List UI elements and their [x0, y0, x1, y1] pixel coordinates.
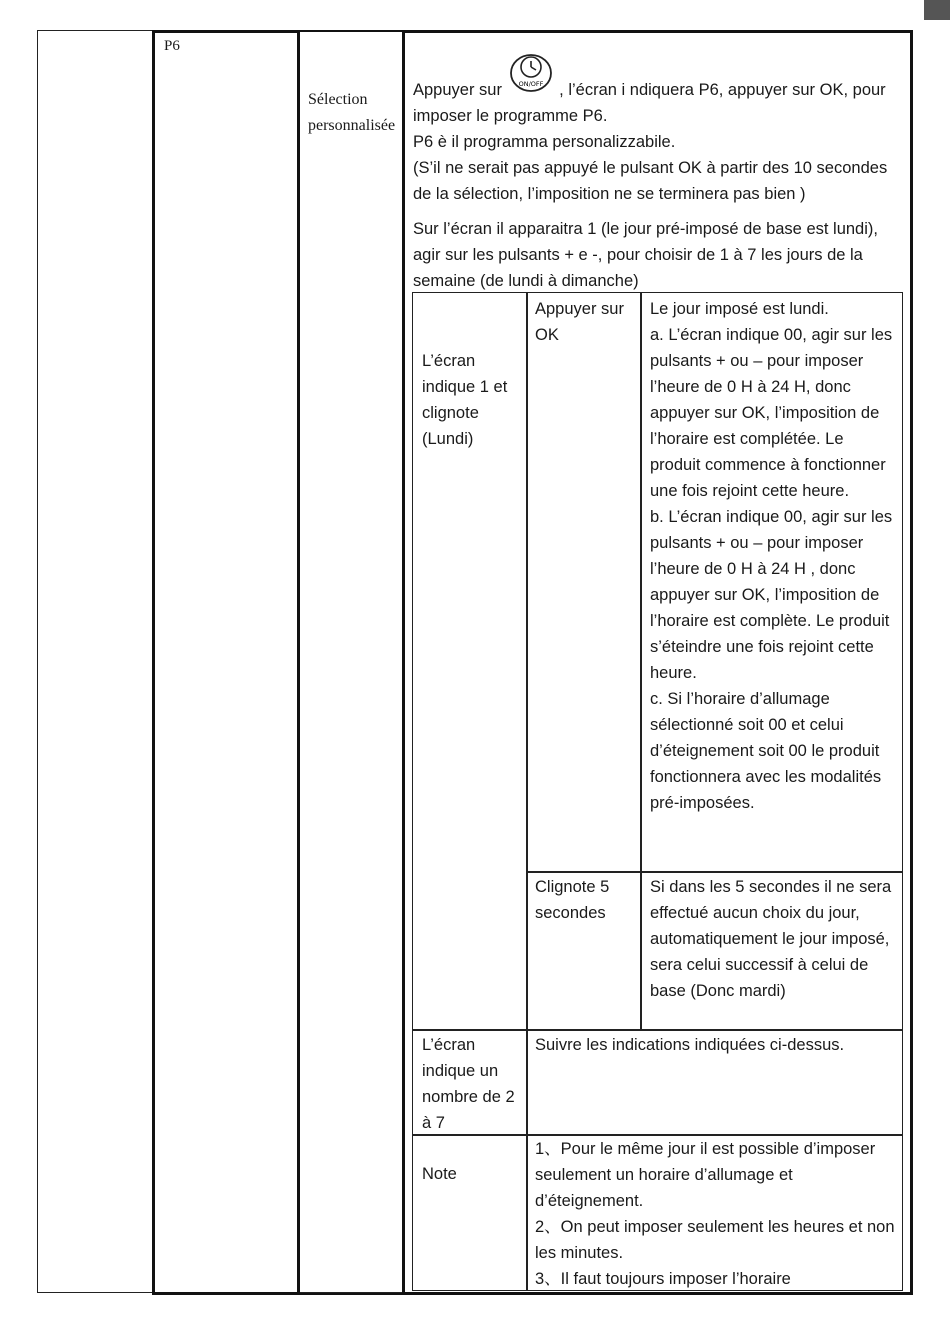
note-label: Note — [422, 1165, 457, 1183]
note-item: 1、Pour le même jour il est possible d’imposer seulement un horaire d’allumage et d’éteignement. — [535, 1140, 876, 1210]
intro-paragraph — [413, 61, 905, 207]
clock-onoff-icon — [509, 53, 553, 93]
press-ok-line: a. L’écran indique 00, agir sur les pulsants + ou – pour imposer l’heure de 0 H à 24 H, donc appuyer sur OK, l’imposition de l’horaire est complétée. Le produit commence à fonctionner une fois rejoint cette heure. — [650, 326, 893, 500]
press-ok-line: b. L’écran indique 00, agir sur les pulsants + ou – pour imposer l’heure de 0 H à 24 H , donc appuyer sur OK, l’imposition de l’horaire est complète. Le produit s’éteindre une fois rejoint cette heure. — [650, 508, 893, 682]
grid-line — [640, 293, 642, 1029]
grid-line — [526, 1029, 528, 1291]
warning-note: (S’il ne serait pas appuyé le pulsant OK à partir des 10 secondes de la sélection, l’imposition ne se terminera pas bien ) — [413, 159, 888, 203]
selection-column — [299, 30, 404, 1295]
note-list — [535, 1136, 897, 1292]
grid-line — [526, 871, 902, 873]
italian-line: P6 è il programma personalizzabile. — [413, 133, 676, 151]
page-corner-tab — [924, 0, 950, 20]
clock-icon-text: ON/OFF — [518, 80, 543, 88]
grid-line — [413, 1029, 902, 1031]
blink-label: Clignote 5 secondes — [535, 878, 610, 922]
press-ok-description — [650, 296, 896, 816]
screen-paragraph: Sur l’écran il apparaitra 1 (le jour pré-imposé de base est lundi), agir sur les pulsants + e -, pour choisir de 1 à 7 les jours de la semaine (de lundi à dimanche) — [413, 220, 878, 290]
press-prefix: Appuyer sur — [413, 81, 502, 99]
press-ok-label: Appuyer sur OK — [535, 300, 624, 344]
press-ok-line: c. Si l’horaire d’allumage sélectionné soit 00 et celui d’éteignement soit 00 le produit fonctionnera avec les modalités pré-imposées. — [650, 690, 882, 812]
program-column — [152, 30, 300, 1295]
press-suffix: , l’écran i ndiquera P6, appuyer sur OK, pour imposer le programme P6. — [413, 81, 886, 125]
program-label: P6 — [164, 38, 180, 54]
selection-label: Sélection personnalisée — [308, 91, 396, 134]
row1-label: L’écran indique 1 et clignote (Lundi) — [422, 352, 508, 448]
press-ok-line: Le jour imposé est lundi. — [650, 300, 829, 318]
note-item: 3、Il faut toujours imposer l’horaire — [535, 1270, 791, 1288]
row2-label: L’écran indique un nombre de 2 à 7 — [422, 1036, 515, 1132]
grid-line — [526, 293, 528, 1029]
blink-description: Si dans les 5 secondes il ne sera effectué aucun choix du jour, automatiquement le jour imposé, sera celui successif à celui de base (Donc mardi) — [650, 878, 892, 1000]
inner-table — [412, 292, 903, 1291]
row2-description: Suivre les indications indiquées ci-dessus. — [535, 1036, 845, 1054]
note-item: 2、On peut imposer seulement les heures et non les minutes. — [535, 1218, 895, 1262]
